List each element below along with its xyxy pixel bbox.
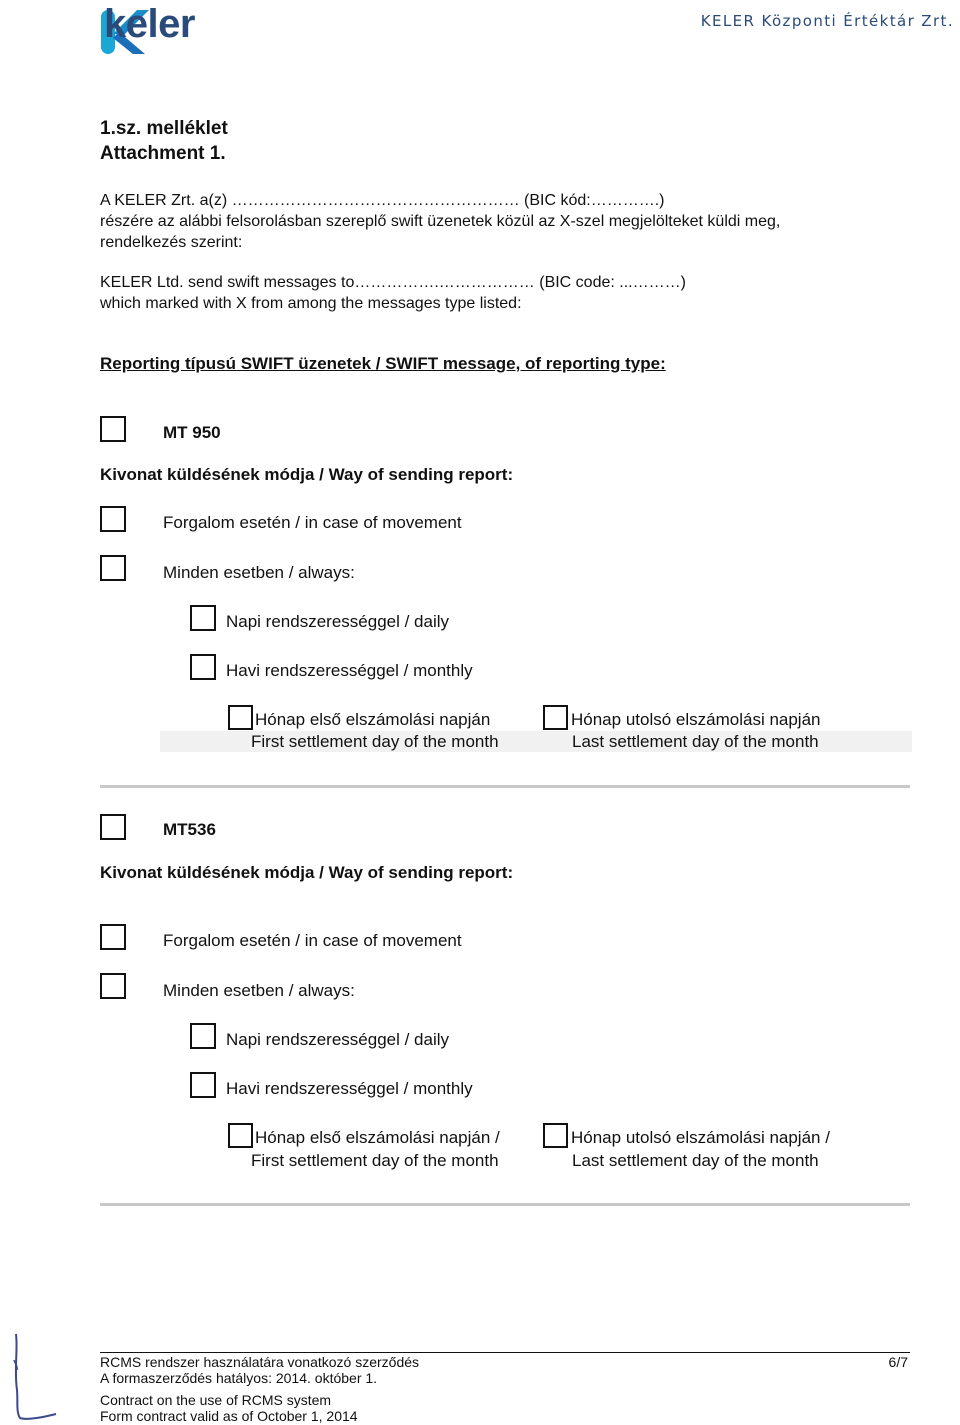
mt950-first-day-en: First settlement day of the month <box>251 732 499 751</box>
section-divider <box>100 785 910 788</box>
mt950-first-day-checkbox[interactable] <box>228 705 253 730</box>
footer-page-number: 6/7 <box>888 1354 908 1370</box>
intro-en-line1: KELER Ltd. send swift messages to…………….……………… (BIC code: ...………) <box>100 274 686 291</box>
mt950-monthly-checkbox[interactable] <box>190 654 216 680</box>
mt950-way-label: Kivonat küldésének módja / Way of sending report: <box>100 465 514 484</box>
company-name: KELER Központi Értéktár Zrt. <box>700 12 954 30</box>
mt536-first-day-hu: Hónap első elszámolási napján / <box>255 1128 500 1147</box>
mt536-daily-label: Napi rendszerességgel / daily <box>226 1030 450 1049</box>
mt950-last-day-en: Last settlement day of the month <box>572 732 819 751</box>
footer-rule <box>100 1352 910 1353</box>
mt950-daily-checkbox[interactable] <box>190 605 216 631</box>
mt950-first-day-hu: Hónap első elszámolási napján <box>255 710 491 729</box>
section-heading: Reporting típusú SWIFT üzenetek / SWIFT message, of reporting type: <box>100 354 666 373</box>
mt536-checkbox[interactable] <box>100 814 126 840</box>
mt950-last-day-checkbox[interactable] <box>543 705 568 730</box>
mt536-label: MT536 <box>163 820 216 839</box>
mt536-always-label: Minden esetben / always: <box>163 981 355 1000</box>
mt536-movement-label: Forgalom esetén / in case of movement <box>163 931 462 950</box>
mt950-daily-label: Napi rendszerességgel / daily <box>226 612 450 631</box>
mt950-label: MT 950 <box>163 423 221 442</box>
mt536-way-label: Kivonat küldésének módja / Way of sending report: <box>100 863 514 882</box>
footer-valid-en: Form contract valid as of October 1, 2014 <box>100 1408 358 1424</box>
mt536-first-day-en: First settlement day of the month <box>251 1151 499 1170</box>
attachment-title-hu: 1.sz. melléklet <box>100 118 228 139</box>
mt950-last-day-hu: Hónap utolsó elszámolási napján <box>571 710 821 729</box>
mt536-last-day-hu: Hónap utolsó elszámolási napján / <box>571 1128 830 1147</box>
attachment-title-en: Attachment 1. <box>100 143 226 164</box>
mt950-always-checkbox[interactable] <box>100 555 126 581</box>
mt536-monthly-checkbox[interactable] <box>190 1072 216 1098</box>
keler-logo-text: keler <box>104 2 195 46</box>
intro-hu-line2: részére az alábbi felsorolásban szereplő swift üzenetek közül az X-szel megjelölteket küldi meg, <box>100 213 781 230</box>
mt950-movement-checkbox[interactable] <box>100 506 126 532</box>
mt950-movement-label: Forgalom esetén / in case of movement <box>163 513 462 532</box>
mt536-first-day-checkbox[interactable] <box>228 1123 253 1148</box>
footer-valid-hu: A formaszerződés hatályos: 2014. október 1. <box>100 1370 378 1386</box>
mt536-monthly-label: Havi rendszerességgel / monthly <box>226 1079 473 1098</box>
footer-contract-hu: RCMS rendszer használatára vonatkozó szerződés <box>100 1354 420 1370</box>
intro-hu-line3: rendelkezés szerint: <box>100 234 243 251</box>
mt950-checkbox[interactable] <box>100 416 126 442</box>
intro-en-line2: which marked with X from among the messages type listed: <box>100 295 522 312</box>
mt950-always-label: Minden esetben / always: <box>163 563 355 582</box>
footer-contract-en: Contract on the use of RCMS system <box>100 1392 332 1408</box>
mt536-always-checkbox[interactable] <box>100 973 126 999</box>
section-divider-bottom <box>100 1203 910 1206</box>
mt536-daily-checkbox[interactable] <box>190 1023 216 1049</box>
mt536-movement-checkbox[interactable] <box>100 924 126 950</box>
mt536-last-day-en: Last settlement day of the month <box>572 1151 819 1170</box>
signature-mark-icon <box>6 1330 66 1425</box>
mt536-last-day-checkbox[interactable] <box>543 1123 568 1148</box>
intro-hu-line1: A KELER Zrt. a(z) ……………………………………………… (BIC kód:………….) <box>100 192 665 209</box>
mt950-monthly-label: Havi rendszerességgel / monthly <box>226 661 473 680</box>
